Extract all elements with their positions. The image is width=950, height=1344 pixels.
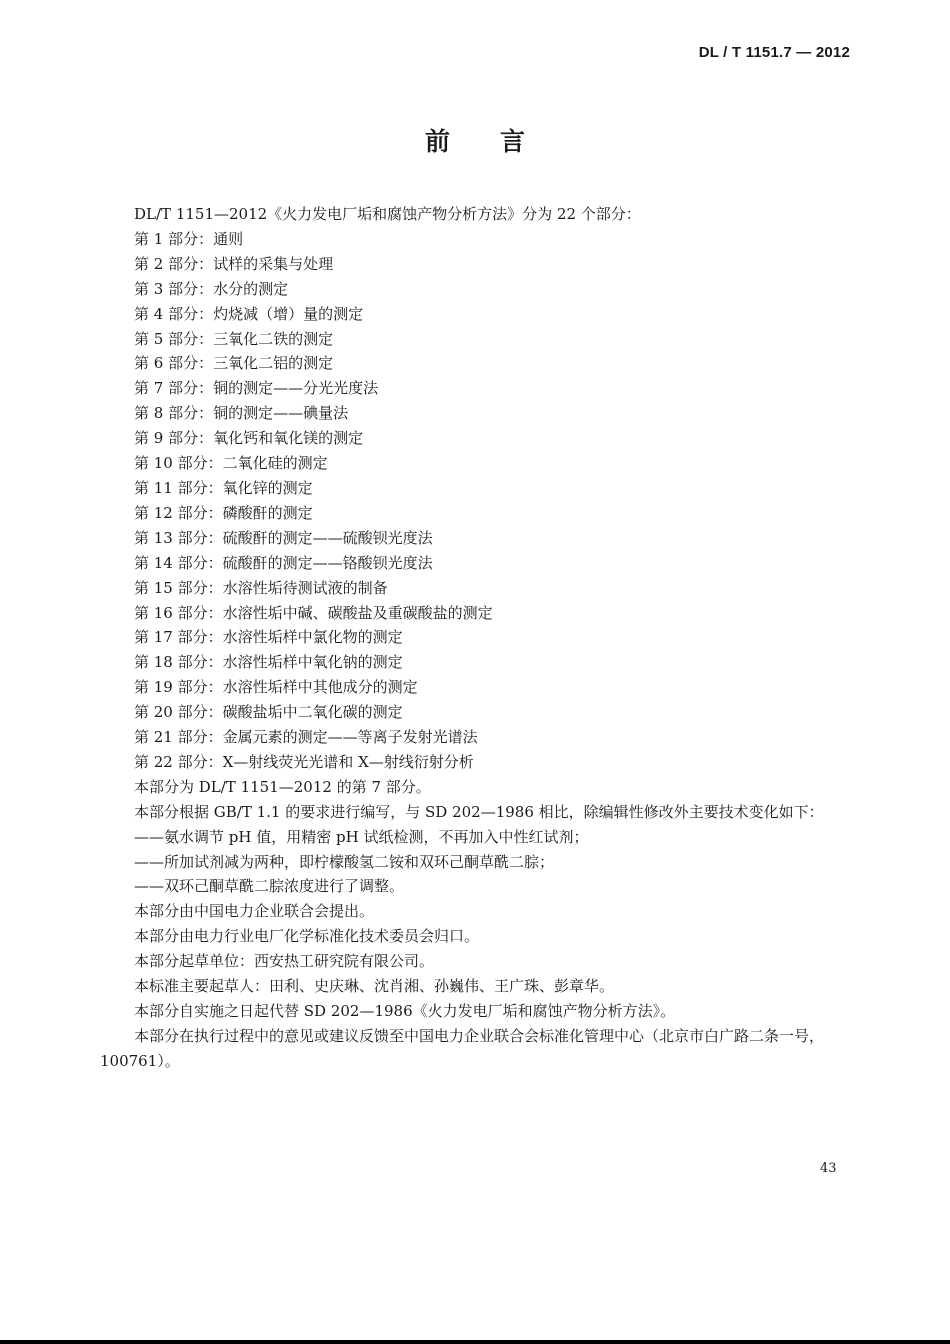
part-list-item: 第 4 部分：灼烧减（增）量的测定 [134,304,364,323]
change-item: ——所加试剂减为两种，即柠檬酸氢二铵和双环己酮草酰二腙； [134,852,555,871]
page-title: 前言 [424,127,575,156]
part-list-item: 第 20 部分：碳酸盐垢中二氧化碳的测定 [134,703,403,722]
drafters: 本标准主要起草人：田利、史庆琳、沈肖湘、孙巍伟、王广珠、彭章华。 [134,977,615,996]
this-part-statement: 本部分为 DL/T 1151—2012 的第 7 部分。 [134,777,431,796]
part-list-item: 第 10 部分：二氧化硅的测定 [134,454,328,473]
part-list-item: 第 17 部分：水溶性垢样中氯化物的测定 [134,628,403,647]
change-item: ——氨水调节 pH 值，用精密 pH 试纸检测，不再加入中性红试剂； [134,827,589,846]
part-list-item: 第 19 部分：水溶性垢样中其他成分的测定 [134,678,418,697]
part-list-item: 第 13 部分：硫酸酐的测定——硫酸钡光度法 [134,528,433,547]
part-list-item: 第 22 部分：X—射线荧光光谱和 X—射线衍射分析 [134,752,474,771]
part-list-item: 第 16 部分：水溶性垢中碱、碳酸盐及重碳酸盐的测定 [134,603,493,622]
change-item: ——双环己酮草酰二腙浓度进行了调整。 [134,877,405,896]
proposed-by: 本部分由中国电力企业联合会提出。 [134,902,375,921]
part-list-item: 第 2 部分：试样的采集与处理 [134,254,334,273]
drafting-unit: 本部分起草单位：西安热工研究院有限公司。 [134,952,435,971]
part-list-item: 第 11 部分：氧化锌的测定 [134,478,313,497]
part-list-item: 第 14 部分：硫酸酐的测定——铬酸钡光度法 [134,553,433,572]
part-list-item: 第 7 部分：铜的测定——分光光度法 [134,379,379,398]
part-list-item: 第 6 部分：三氧化二铝的测定 [134,354,334,373]
part-list-item: 第 9 部分：氧化钙和氧化镁的测定 [134,429,364,448]
part-list-item: 第 8 部分：铜的测定——碘量法 [134,404,349,423]
part-list-item: 第 18 部分：水溶性垢样中氧化钠的测定 [134,653,403,672]
part-list-item: 第 1 部分：通则 [134,229,244,248]
feedback-statement: 本部分在执行过程中的意见或建议反馈至中国电力企业联合会标准化管理中心（北京市白广路二条一号，100761）。 [100,1026,825,1070]
page-number: 43 [820,1161,837,1176]
bottom-divider [0,1340,950,1344]
part-list-item: 第 15 部分：水溶性垢待测试液的制备 [134,578,388,597]
standard-code-header: DL / T 1151.7 — 2012 [698,44,850,61]
part-list-item: 第 12 部分：磷酸酐的测定 [134,503,313,522]
part-list-item: 第 21 部分：金属元素的测定——等离子发射光谱法 [134,728,478,747]
drafting-basis: 本部分根据 GB/T 1.1 的要求进行编写，与 SD 202—1986 相比，除编辑性修改外主要技术变化如下： [134,802,824,821]
part-list-item: 第 3 部分：水分的测定 [134,279,289,298]
foreword-body [100,202,860,1074]
part-list-item: 第 5 部分：三氧化二铁的测定 [134,329,334,348]
replaces-statement: 本部分自实施之日起代替 SD 202—1986《火力发电厂垢和腐蚀产物分析方法》。 [134,1002,676,1020]
intro-line: DL/T 1151—2012《火力发电厂垢和腐蚀产物分析方法》分为 22 个部分： [134,205,641,223]
managed-by: 本部分由电力行业电厂化学标准化技术委员会归口。 [134,927,480,946]
